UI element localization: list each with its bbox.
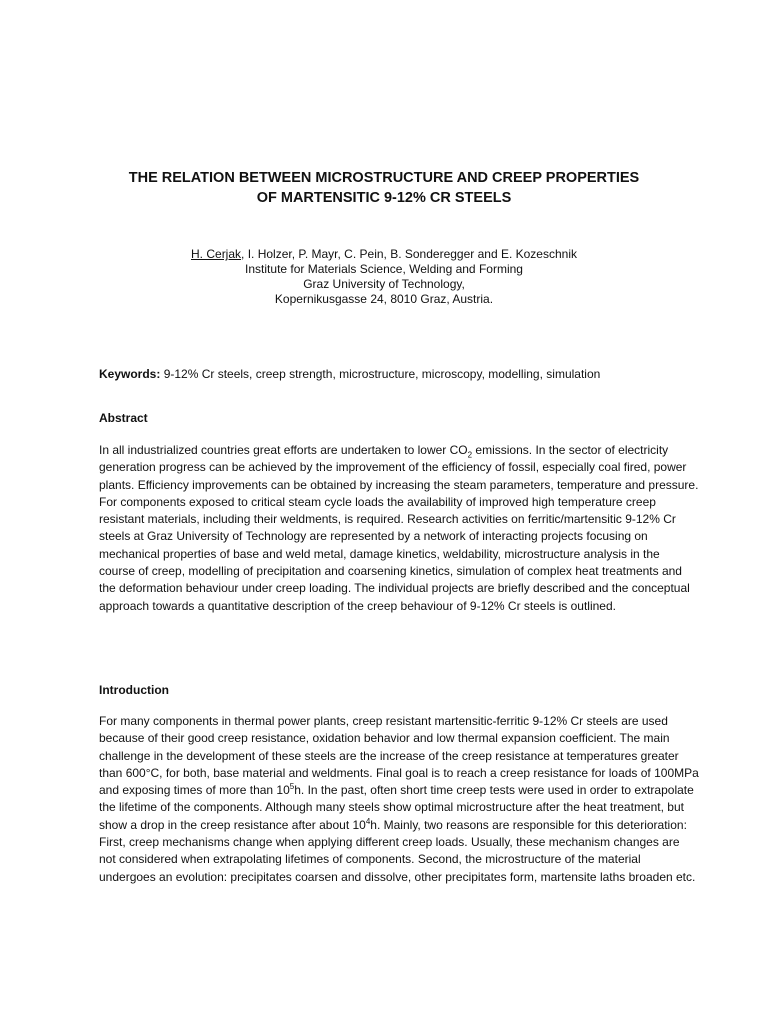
introduction-heading: Introduction [99,683,169,697]
abstract-text [99,442,699,615]
affiliation-line-1: Institute for Materials Science, Welding and Forming [245,262,523,276]
intro-part-2: h. In the past, often short time creep tests were used in order to extrapolate the lifetime of the components. Although many steels show optimal microstructure after the heat treatment, but show a drop in the creep resistance after about 10 [99,783,694,832]
keywords [99,367,699,382]
co-authors: , I. Holzer, P. Mayr, C. Pein, B. Sonderegger and E. Kozeschnik [241,247,577,261]
abstract-heading: Abstract [99,411,148,425]
presenting-author: H. Cerjak [191,247,242,261]
abstract-part-2: emissions. In the sector of electricity generation progress can be achieved by the improvement of the efficiency of fossil, especially coal fired, power plants. Efficiency improvements can be obtained by increasing the steam parameters, temperature and pressure. For components exposed to critical steam cycle loads the availability of improved high temperature creep resistant materials, including their weldments, is required. Research activities on ferritic/martensitic 9-12% Cr steels at Graz University of Technology are represented by a network of interacting projects focusing on mechanical properties of base and weld metal, damage kinetics, weldability, microstructure analysis in the course of creep, modelling of precipitation and coarsening kinetics, simulation of complex heat treatments and the deformation behaviour under creep loading. The individual projects are briefly described and the conceptual approach towards a quantitative description of the creep behaviour of 9-12% Cr steels is outlined. [99,443,699,613]
exponent-5: 5 [289,782,295,792]
address-line: Kopernikusgasse 24, 8010 Graz, Austria. [274,292,494,306]
author-line [90,247,678,262]
author-block [90,247,678,307]
title-line-2: OF MARTENSITIC 9-12% CR STEELS [256,190,512,206]
title-line-1: THE RELATION BETWEEN MICROSTRUCTURE AND CREEP PROPERTIES [128,170,640,186]
keywords-label: Keywords: [99,367,161,381]
affiliation-line-2: Graz University of Technology, [303,277,465,291]
abstract-part-1: In all industrialized countries great efforts are undertaken to lower CO [99,443,468,457]
introduction-text [99,713,699,886]
intro-part-3: h. Mainly, two reasons are responsible for this deterioration: First, creep mechanisms change when applying different creep loads. Usually, these mechanism changes are not considered when extrapolating lifetimes of components. Second, the microstructure of the material undergoes an evolution: precipitates coarsen and dissolve, other precipitates form, martensite laths broaden etc. [99,817,696,884]
keywords-text: 9-12% Cr steels, creep strength, microstructure, microscopy, modelling, simulation [160,367,601,381]
paper-title [60,168,708,208]
co2-subscript: 2 [467,450,473,460]
intro-part-1: For many components in thermal power plants, creep resistant martensitic-ferritic 9-12% Cr steels are used because of their good creep resistance, oxidation behavior and low thermal expansion coefficient. The main challenge in the development of these steels are the increase of the creep resistance at temperatures greater than 600°C, for both, base material and weldments. Final goal is to reach a creep resistance for loads of 100MPa and exposing times of more than 10 [99,714,699,798]
exponent-4: 4 [365,816,371,826]
